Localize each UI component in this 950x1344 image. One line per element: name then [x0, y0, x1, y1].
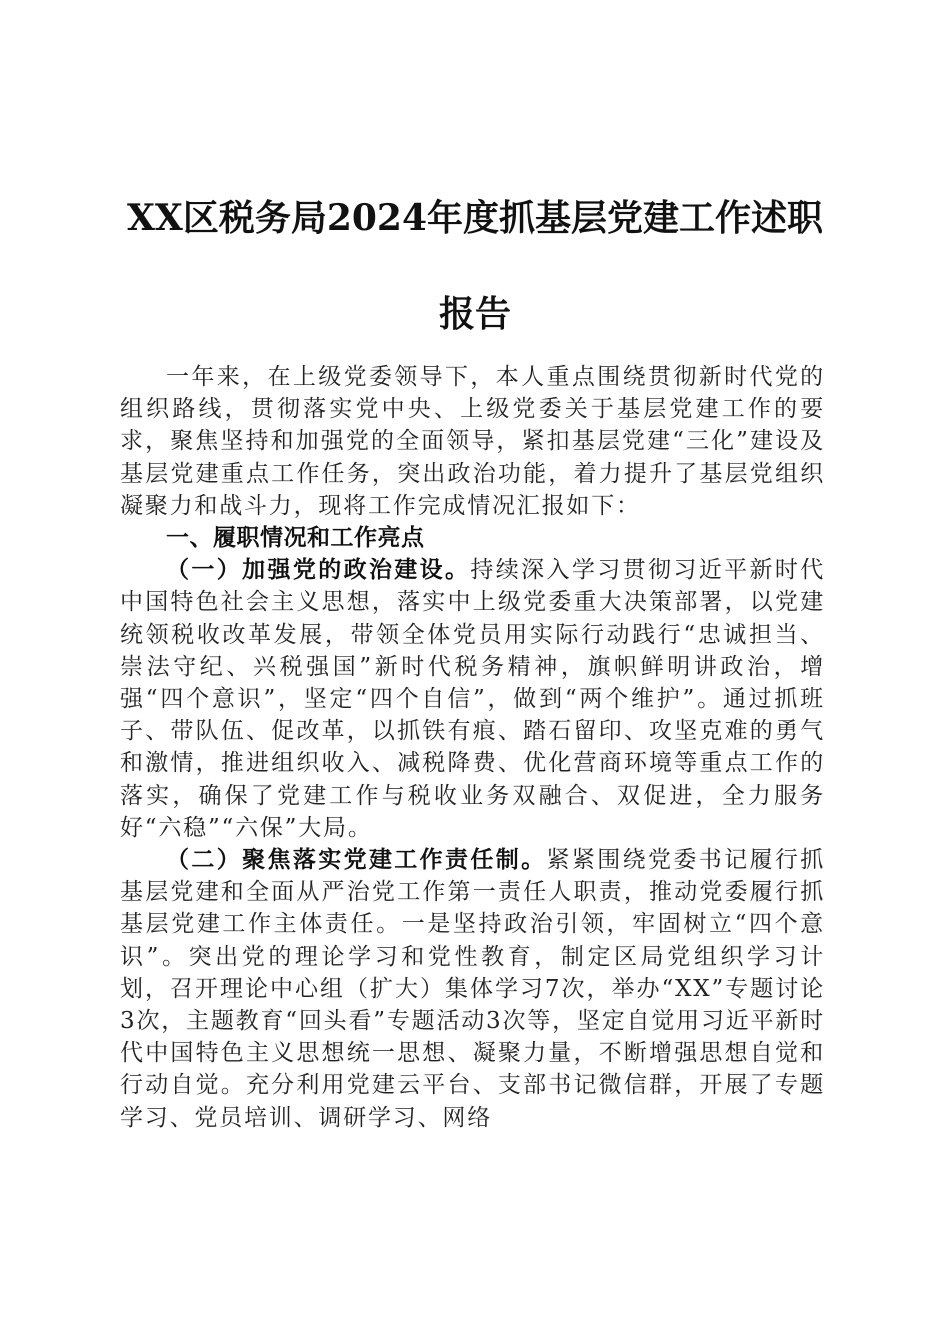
section-heading: 一、履职情况和工作亮点 — [166, 525, 425, 552]
section-item-paragraph — [120, 554, 825, 844]
item-lead: （二）聚焦落实党建工作责任制。 — [166, 846, 547, 874]
item-text: 紧紧围绕党委书记履行抓基层党建和全面从严治党工作第一责任人职责，推动党委履行抓基层党建工作主体责任。一是坚持政治引领，牢固树立“四个意识”。突出党的理论学习和党性教育，制定区局党组织学习计划，召开理论中心组（扩大）集体学习7次，举办“XX”专题讨论3次，主题教育“回头看”专题活动3次等，坚定自觉用习近平新时代中国特色主义思想统一思想、凝聚力量，不断增强思想自觉和行动自觉。充分利用党建云平台、支部书记微信群，开展了专题学习、党员培训、调研学习、网络 — [120, 847, 825, 1131]
section-item-paragraph — [120, 844, 825, 1134]
item-text: 持续深入学习贯彻习近平新时代中国特色社会主义思想，落实中上级党委重大决策部署，以党建统领税收改革发展，带领全体党员用实际行动践行“忠诚担当、崇法守纪、兴税强国”新时代税务精神，旗帜鲜明讲政治，增强“四个意识”，坚定“四个自信”，做到“两个维护”。通过抓班子、带队伍、促改革，以抓铁有痕、踏石留印、攻坚克难的勇气和激情，推进组织收入、减税降费、优化营商环境等重点工作的落实，确保了党建工作与税收业务双融合、双促进，全力服务好“六稳”“六保”大局。 — [120, 557, 825, 841]
item-lead: （一）加强党的政治建设。 — [166, 556, 471, 584]
intro-paragraph: 一年来，在上级党委领导下，本人重点围绕贯彻新时代党的组织路线，贯彻落实党中央、上级党委关于基层党建工作的要求，聚焦坚持和加强党的全面领导，紧扣基层党建“三化”建设及基层党建重点工作任务，突出政治功能，着力提升了基层党组织凝聚力和战斗力，现将工作完成情况汇报如下： — [120, 364, 825, 519]
document-title: XX区税务局2024年度抓基层党建工作述职报告 — [126, 197, 824, 335]
document-body — [120, 361, 825, 1134]
